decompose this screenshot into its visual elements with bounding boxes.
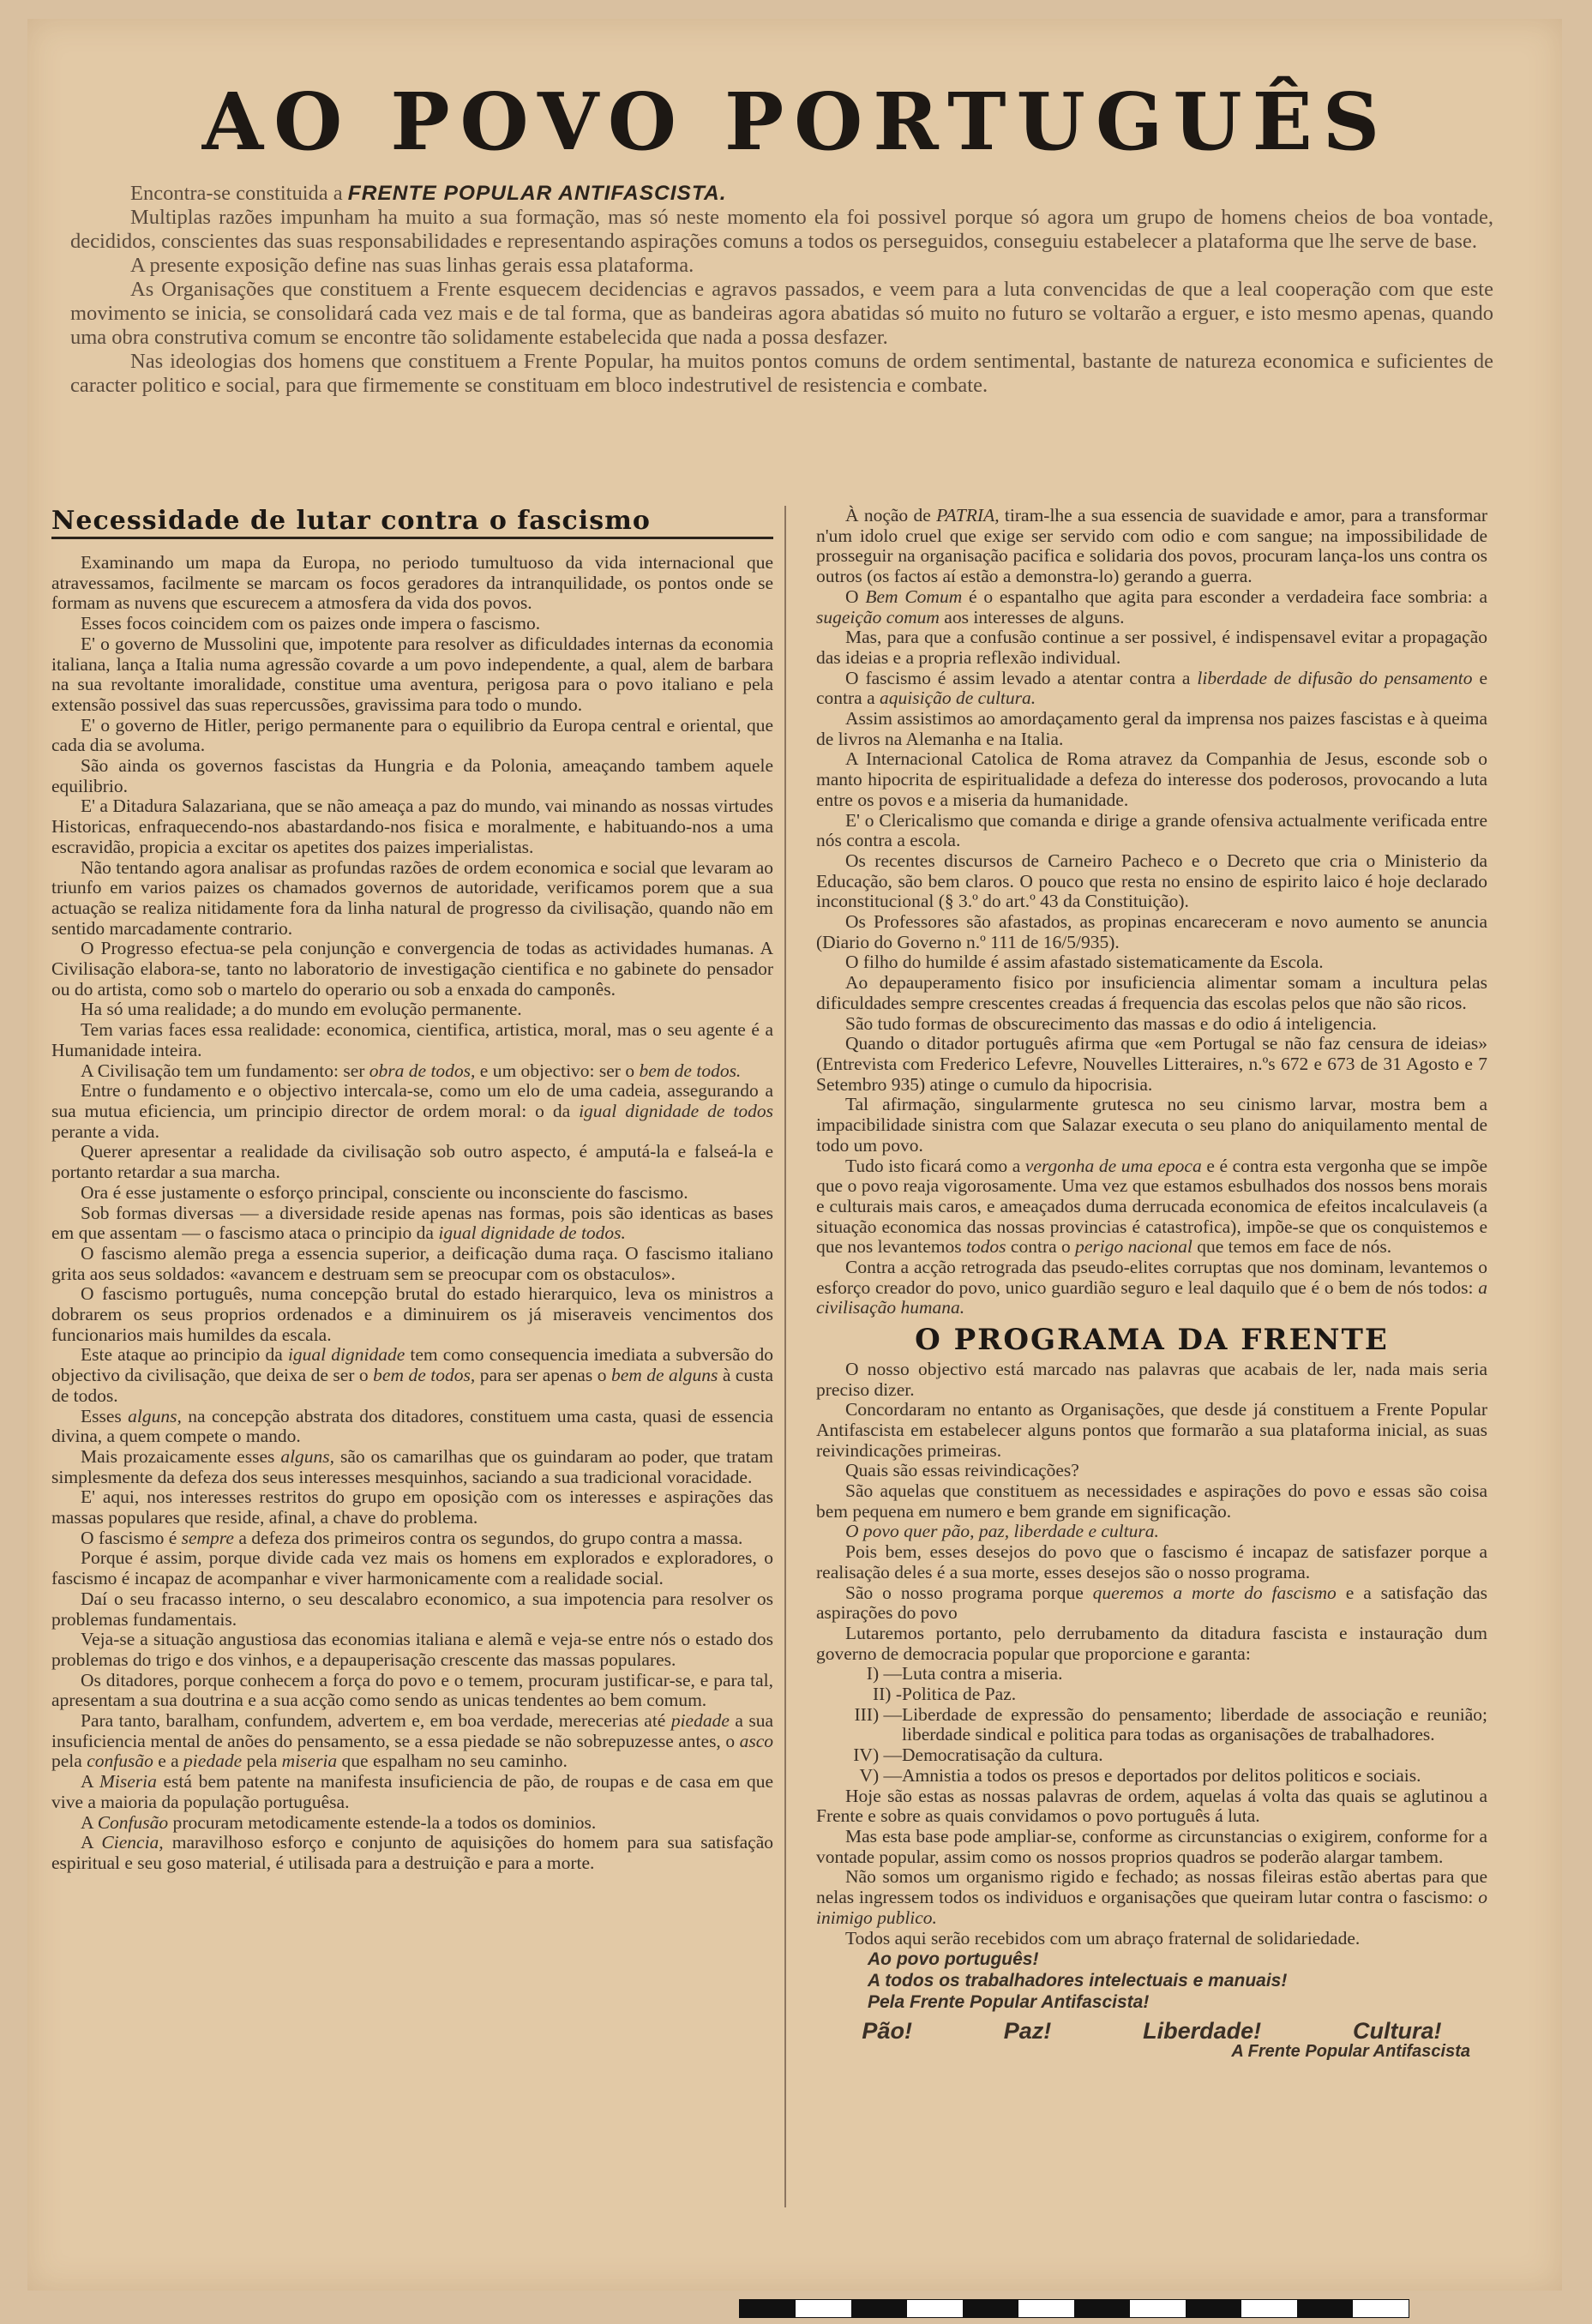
colour-scale-bar	[739, 2299, 1409, 2318]
paragraph: E' o governo de Hitler, perigo permanente para o equilibrio da Europa central e oriental, que cada dia se avoluma.	[51, 714, 773, 756]
paragraph: Querer apresentar a realidade da civilisação sob outro aspecto, é amputá-la e falseá-la e portanto retardar a sua marcha.	[51, 1141, 773, 1183]
paragraph: Mais prozaicamente esses alguns, são os camarilhas que os guindaram ao poder, que tratam simplesmente da defeza dos seus interesses mesquinhos, saciando a sua tradicional voracidade.	[51, 1445, 774, 1487]
list-item: I) — Luta contra a miseria.	[866, 1663, 1063, 1684]
paragraph: Não tentando agora analisar as profundas razões de ordem economica e social que levaram ao triunfo em varios paizes os chamados governos de autoridade, verificamos porem que a sua actuação se realiza nitidamente fora da linha natural de progresso da civilisação, quando não em sentido marcadamente contrario.	[51, 856, 773, 939]
intro-paragraph: Nas ideologias dos homens que constituem a Frente Popular, ha muitos pontos comuns de ordem sentimental, bastante de natureza economica e suficientes de caracter politico e social, para que firmemente se constituam em bloco indestrutivel de resistencia e combate.	[70, 350, 1493, 397]
paragraph: Os Professores são afastados, as propinas encareceram e novo aumento se anuncia (Diario do Governo n.º 111 de 16/5/935).	[816, 911, 1487, 952]
paragraph: Entre o fundamento e o objectivo intercala-se, como um elo de uma cadeia, assegurando a sua mutua eficiencia, um principio director de ordem moral: o da igual dignidade de todos perante a vida.	[51, 1080, 773, 1142]
closing-line: Ao povo português!	[868, 1949, 1039, 1970]
paragraph: Tal afirmação, singularmente grutesca no seu cinismo larvar, mostra bem a impacibilidade sinistra com que Salazar executa o seu plano do aniquilamento mental de todo um povo.	[816, 1094, 1487, 1156]
paragraph: Hoje são estas as nossas palavras de ordem, aquelas á volta das quais se aglutinou a Frente e sobre as quais convidamos o povo português á luta.	[816, 1785, 1487, 1827]
paragraph: A Internacional Catolica de Roma atravez da Companhia de Jesus, esconde sob o manto hipocrita de espiritualidade a defeza do interesse dos poderosos, provocando a luta entre os povos e a miseria da humanidade.	[816, 748, 1487, 810]
right-column	[816, 506, 1487, 2063]
paragraph: São tudo formas de obscurecimento das massas e do odio á inteligencia.	[845, 1012, 1377, 1034]
paragraph: Ora é esse justamente o esforço principal, consciente ou inconsciente do fascismo.	[81, 1181, 688, 1203]
paragraph: O Progresso efectua-se pela conjunção e convergencia de todas as actividades humanas. A Civilisação elabora-se, tanto no laboratorio de investigação cientifica e no gabinete do pensador ou do artista, como sob o martelo do operario ou sob a enxada do camponês.	[51, 938, 773, 1000]
intro-paragraph: A presente exposição define nas suas linhas gerais essa plataforma.	[130, 254, 694, 277]
paragraph: Lutaremos portanto, pelo derrubamento da ditadura fascista e instauração dum governo de democracia popular que proporcione e garanta:	[816, 1622, 1487, 1664]
paragraph: O fascismo é sempre a defeza dos primeiros contra os segundos, do grupo contra a massa.	[81, 1527, 743, 1548]
paragraph: Mas esta base pode ampliar-se, conforme as circunstancias o exigirem, conforme for a vontade popular, assim como os nossos proprios quadros se poderão alargar tambem.	[816, 1826, 1487, 1867]
paragraph: Examinando um mapa da Europa, no periodo tumultuoso da vida internacional que atravessamos, facilmente se marcam os focos geradores da intranquilidade, os pontos onde se formam as nuvens que escurecem a atmosfera da vida dos povos.	[51, 552, 773, 614]
slogan: Liberdade!	[1143, 2018, 1262, 2045]
paragraph: Contra a acção retrograda das pseudo-elites corruptas que nos dominam, levantemos o esforço creador do povo, unico guardião seguro e leal daquilo que é o bem de nós todos: a civilisação humana.	[816, 1257, 1487, 1318]
paragraph: E' aqui, nos interesses restritos do grupo em oposição com os interesses e aspirações das massas populares que reside, afinal, a chave do problema.	[51, 1486, 773, 1528]
paragraph: A Miseria está bem patente na manifesta insuficiencia de pão, de roupas e de casa em que vive a maioria da população portuguêsa.	[51, 1771, 774, 1812]
paragraph: Daí o seu fracasso interno, o seu descalabro economico, a sua impotencia para resolver os problemas fundamentais.	[51, 1588, 773, 1630]
intro-paragraph: As Organisações que constituem a Frente esquecem decidencias e agravos passados, e veem para a luta convencidas de que a leal cooperação com que este movimento se inicia, se consolidará cada vez mais e de tal forma, que as bandeiras agora abatidas só muito no futuro se voltarão a erguer, e isto mesmo apenas, quando uma obra construtiva comum se encontre tão solidamente estabelecida que nada a possa desfazer.	[70, 278, 1493, 349]
paragraph: Sob formas diversas — a diversidade reside apenas nas formas, pois são identicas as bases em que assentam — o fascismo ataca o principio da igual dignidade de todos.	[51, 1202, 773, 1244]
paragraph: O fascismo alemão prega a essencia superior, a deificação duma raça. O fascismo italiano grita aos seus soldados: «avancem e destruam sem se preocupar com os obstaculos».	[51, 1242, 773, 1284]
paragraph: São aquelas que constituem as necessidades e aspirações do povo e essas são coisa bem pequena em numero e bem grande em significação.	[816, 1480, 1487, 1522]
paragraph: A Ciencia, maravilhoso esforço e conjunto de aquisições do homem para sua satisfação espiritual e seu goso material, é utilisada para a destruição e para a morte.	[51, 1832, 774, 1873]
intro-section	[70, 182, 1493, 398]
slogan: Cultura!	[1353, 2018, 1442, 2045]
paragraph: Para tanto, baralham, confundem, advertem e, em boa verdade, merecerias até piedade a sua insuficiencia mental de anões do pensamento, se a essa piedade se não sobrepuzesse antes, o asco pela confusão e a piedade pela miseria que espalham no seu caminho.	[51, 1710, 774, 1772]
paragraph: Não somos um organismo rigido e fechado; as nossas fileiras estão abertas para que nelas ingressem todos os individuos e organisações que queiram lutar contra o fascismo: o inimigo publico.	[816, 1866, 1488, 1928]
paragraph: Pois bem, esses desejos do povo que o fascismo é incapaz de satisfazer porque a realisação deles é a sua morte, esses desejos são o nosso programa.	[816, 1541, 1487, 1582]
paragraph: Quais são essas reivindicações?	[845, 1460, 1079, 1481]
demands-list	[816, 1664, 1487, 1786]
paragraph: A Confusão procuram metodicamente estende-la a todos os dominios.	[81, 1811, 597, 1833]
paragraph: Mas, para que a confusão continue a ser possivel, é indispensavel evitar a propagação das ideias e a propria reflexão individual.	[816, 627, 1487, 668]
paragraph: E' o governo de Mussolini que, impotente para resolver as dificuldades internas da economia italiana, lança a Italia numa agressão covarde a um povo independente, a qual, alem de barbara na sua revoltante imoralidade, constitue uma aventura, perigosa para o povo italiano e pela extensão possivel das suas repercussões, gravissima para todo o mundo.	[51, 633, 773, 715]
paragraph: Quando o ditador português afirma que «em Portugal se não faz censura de ideias» (Entrevista com Frederico Lefevre, Nouvelles Litteraires, n.ºs 672 e 673 de 31 Agosto e 7 Setembro 935) atinge o cumulo da hipocrisia.	[816, 1033, 1487, 1095]
paragraph: E' o Clericalismo que comanda e dirige a grande ofensiva actualmente verificada entre nós contra a escola.	[816, 809, 1487, 851]
paragraph: O fascismo é assim levado a atentar contra a liberdade de difusão do pensamento e contra a aquisição de cultura.	[816, 667, 1488, 709]
paragraph: Os ditadores, porque conhecem a força do povo e o temem, procuram justificar-se, e para tal, apresentam a sua doutrina e a sua acção como sendo as unicas tendentes ao bem comum.	[51, 1669, 773, 1711]
paragraph: Porque é assim, porque divide cada vez mais os homens em explorados e exploradores, o fascismo é incapaz de acompanhar e viver harmonicamente com a realidade social.	[51, 1547, 773, 1589]
paragraph: A Civilisação tem um fundamento: ser obra de todos, e um objectivo: ser o bem de todos.	[81, 1060, 742, 1081]
paragraph: Tudo isto ficará como a vergonha de uma epoca e é contra esta vergonha que se impõe que o povo reaja vigorosamente. Uma vez que estamos esbulhados dos nossos bens morais e culturais mais caros, e ameaçados duma derrucada economica de efeitos incalculaveis (a situação economica das nossas provincias é catastrofica), impõe-se que os conquistemos e que nos levantemos todos contra o perigo nacional que temos em face de nós.	[816, 1155, 1488, 1258]
list-item: II) - Politica de Paz.	[872, 1684, 1017, 1705]
paragraph: São o nosso programa porque queremos a morte do fascismo e a satisfação das aspirações do povo	[816, 1582, 1487, 1624]
intro-paragraph: Multiplas razões impunham ha muito a sua formação, mas só neste momento ela foi possivel porque só agora um grupo de homens cheios de boa vontade, decididos, conscientes das suas responsabilidades e representando aspirações comuns a todos os perseguidos, conseguiu estabelecer a plataforma que lhe serve de base.	[70, 206, 1493, 253]
paragraph: Veja-se a situação angustiosa das economias italiana e alemã e veja-se entre nós o estado dos problemas do trigo e dos vinhos, e a depauperisação crescente das massas populares.	[51, 1629, 773, 1670]
paragraph: Ao depauperamento fisico por insuficiencia alimentar somam a incultura pelas dificuldades sempre crescentes creadas á frequencia das escolas pelos que não são ricos.	[816, 972, 1487, 1013]
organisation-name: FRENTE POPULAR ANTIFASCISTA.	[347, 182, 727, 205]
slogan: Paz!	[1003, 2018, 1052, 2045]
paragraph: Ha só uma realidade; a do mundo em evolução permanente.	[81, 999, 522, 1020]
closing-line: Pela Frente Popular Antifascista!	[868, 1992, 1150, 2013]
paragraph: O Bem Comum é o espantalho que agita para esconder a verdadeira face sombria: a sugeição comum aos interesses de alguns.	[816, 586, 1487, 628]
slogan: Pão!	[862, 2018, 912, 2045]
paragraph: Esses alguns, na concepção abstrata dos ditadores, constituem uma casta, quasi de essencia divina, a quem compete o mando.	[51, 1405, 774, 1447]
paragraph: Assim assistimos ao amordaçamento geral da imprensa nos paizes fascistas e à queima de livros na Alemanha e na Italia.	[816, 708, 1487, 749]
paragraph: À noção de PATRIA, tiram-lhe a sua essencia de suavidade e amor, para a transformar n'um idolo cruel que exige ser servido com odio e com sangue; na impossibilidade de prosseguir na organisação pacifica e solidaria dos povos, procuram lança-los uns contra os outros (os factos aí estão a demonstra-lo) gerando a guerra.	[816, 505, 1488, 587]
section-heading: Necessidade de lutar contra o fascismo	[51, 506, 773, 539]
slogans	[816, 2018, 1487, 2045]
paragraph: O nosso objectivo está marcado nas palavras que acabais de ler, nada mais seria preciso dizer.	[816, 1358, 1487, 1400]
signature: A Frente Popular Antifascista	[1231, 2041, 1470, 2061]
page-title: AO POVO PORTUGUÊS	[201, 75, 1391, 168]
paragraph: O fascismo português, numa concepção brutal do estado hierarquico, leva os ministros a dobrarem os seus proprios ordenados e a diminuirem os já miseraveis vencimentos dos funcionarios mais humildes da escala.	[51, 1283, 773, 1345]
paragraph: O filho do humilde é assim afastado sistematicamente da Escola.	[845, 952, 1324, 973]
column-divider	[784, 506, 786, 2207]
paragraph: Os recentes discursos de Carneiro Pacheco e o Decreto que cria o Ministerio da Educação, são bem claros. O pouco que resta no ensino de espirito laico é hoje declarado inconstitucional (§ 3.º do art.º 43 da Constituição).	[816, 850, 1487, 912]
paragraph: Esses focos coincidem com os paizes onde impera o fascismo.	[81, 613, 541, 634]
paragraph: Concordaram no entanto as Organisações, que desde já constituem a Frente Popular Antifascista em estabelecer alguns pontos que formarão a sua plataforma inicial, as suas reivindicações primeiras.	[816, 1399, 1487, 1461]
paragraph: Tem varias faces essa realidade: economica, cientifica, artistica, moral, mas o seu agente é a Humanidade inteira.	[51, 1019, 773, 1060]
list-item: V) — Amnistia a todos os presos e deportados por delitos politicos e sociais.	[859, 1764, 1421, 1786]
program-heading: O PROGRAMA DA FRENTE	[915, 1323, 1389, 1358]
intro-paragraph: Encontra-se constituida a FRENTE POPULAR ANTIFASCISTA.	[130, 182, 727, 205]
closing-line: A todos os trabalhadores intelectuais e manuais!	[868, 1971, 1288, 1991]
list-item: IV) — Democratisação da cultura.	[853, 1745, 1103, 1766]
paragraph: Todos aqui serão recebidos com um abraço fraternal de solidariedade.	[845, 1927, 1361, 1949]
paragraph: São ainda os governos fascistas da Hungria e da Polonia, ameaçando tambem aquele equilibrio.	[51, 755, 773, 796]
list-item: III) — Liberdade de expressão do pensamento; liberdade de associação e reunião; liberdade sindical e politica para todas as organisações de trabalhadores.	[854, 1703, 1487, 1745]
paragraph: Este ataque ao principio da igual dignidade tem como consequencia imediata a subversão do objectivo da civilisação, que deixa de ser o bem de todos, para ser apenas o bem de alguns à custa de todos.	[51, 1344, 774, 1406]
left-column	[51, 506, 773, 1874]
paragraph: E' a Ditadura Salazariana, que se não ameaça a paz do mundo, vai minando as nossas virtudes Historicas, enfraquecendo-nos abastardando-nos fisica e moralmente, e habituando-nos a uma escravidão, propicia a excitar os apetites dos paizes imperialistas.	[51, 796, 773, 857]
paragraph: O povo quer pão, paz, liberdade e cultura.	[845, 1521, 1159, 1542]
